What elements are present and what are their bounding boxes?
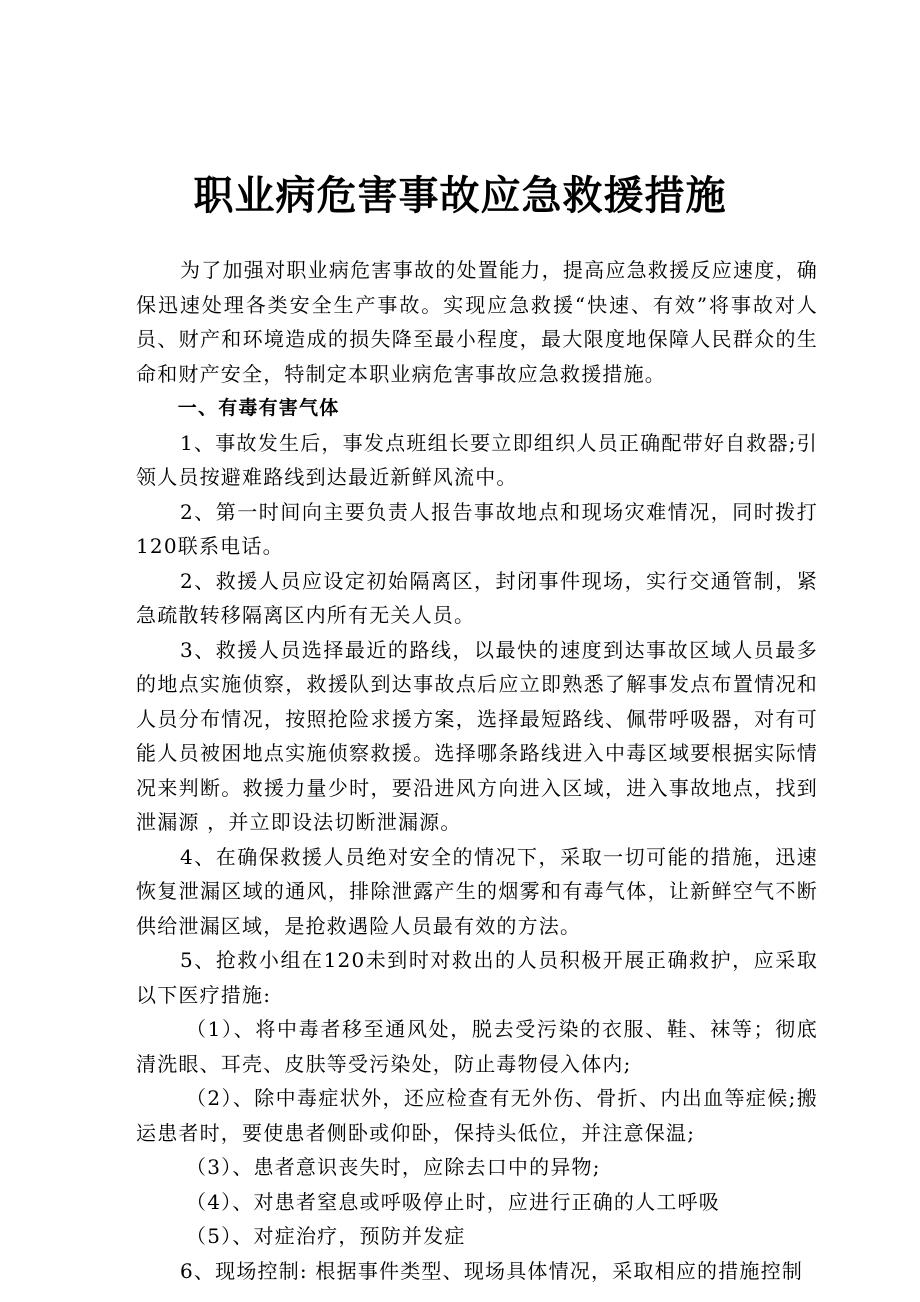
- list-item: 2、救援人员应设定初始隔离区，封闭事件现场，实行交通管制，紧急疏散转移隔离区内所有无关人员。: [136, 568, 818, 627]
- sub-list-item: （2）、除中毒症状外，还应检查有无外伤、骨折、内出血等症候;搬运患者时，要使患者侧卧或仰卧，保持头低位，并注意保温;: [136, 1086, 818, 1145]
- list-item: 4、在确保救援人员绝对安全的情况下，采取一切可能的措施，迅速恢复泄漏区域的通风，排除泄露产生的烟雾和有毒气体，让新鲜空气不断供给泄漏区域，是抢救遇险人员最有效的方法。: [136, 844, 818, 938]
- sub-list-item: （1）、将中毒者移至通风处，脱去受污染的衣服、鞋、袜等；彻底清洗眼、耳壳、皮肤等受污染处，防止毒物侵入体内;: [136, 1017, 818, 1076]
- sub-list-item: （5）、对症治疗，预防并发症: [186, 1224, 466, 1248]
- list-item: 5、抢救小组在120未到时对救出的人员积极开展正确救护，应采取以下医疗措施:: [136, 948, 818, 1007]
- section-heading: 一、有毒有害气体: [177, 397, 340, 419]
- sub-list-item: （4）、对患者窒息或呼吸停止时，应进行正确的人工呼吸: [186, 1189, 720, 1214]
- list-item: 1、事故发生后，事发点班组长要立即组织人员正确配带好自救器;引领人员按避难路线到达最近新鲜风流中。: [136, 430, 818, 489]
- sub-list-item: （3）、患者意识丧失时，应除去口中的异物;: [186, 1155, 601, 1179]
- list-item: 3、救援人员选择最近的路线，以最快的速度到达事故区域人员最多的地点实施侦察，救援队到达事故点后应立即熟悉了解事发点布置情况和人员分布情况，按照抢险求援方案，选择最短路线、佩带呼吸器，对有可能人员被困地点实施侦察救援。选择哪条路线进入中毒区域要根据实际情况来判断。救援力量少时，要沿进风方向进入区域，进入事故地点，找到泄漏源 ，并立即设法切断泄漏源。: [136, 637, 818, 834]
- document-title: 职业病危害事故应急救援措施: [193, 173, 727, 219]
- list-item: 2、第一时间向主要负责人报告事故地点和现场灾难情况，同时拨打120联系电话。: [136, 499, 818, 558]
- document-body: [136, 253, 818, 1288]
- list-item: 6、现场控制: 根据事件类型、现场具体情况，采取相应的措施控制: [180, 1258, 804, 1283]
- intro-paragraph: 为了加强对职业病危害事故的处置能力，提高应急救援反应速度，确保迅速处理各类安全生产事故。实现应急救援“快速、有效”将事故对人员、财产和环境造成的损失降至最小程度，最大限度地保障人民群众的生命和财产安全，特制定本职业病危害事故应急救援措施。: [136, 258, 818, 386]
